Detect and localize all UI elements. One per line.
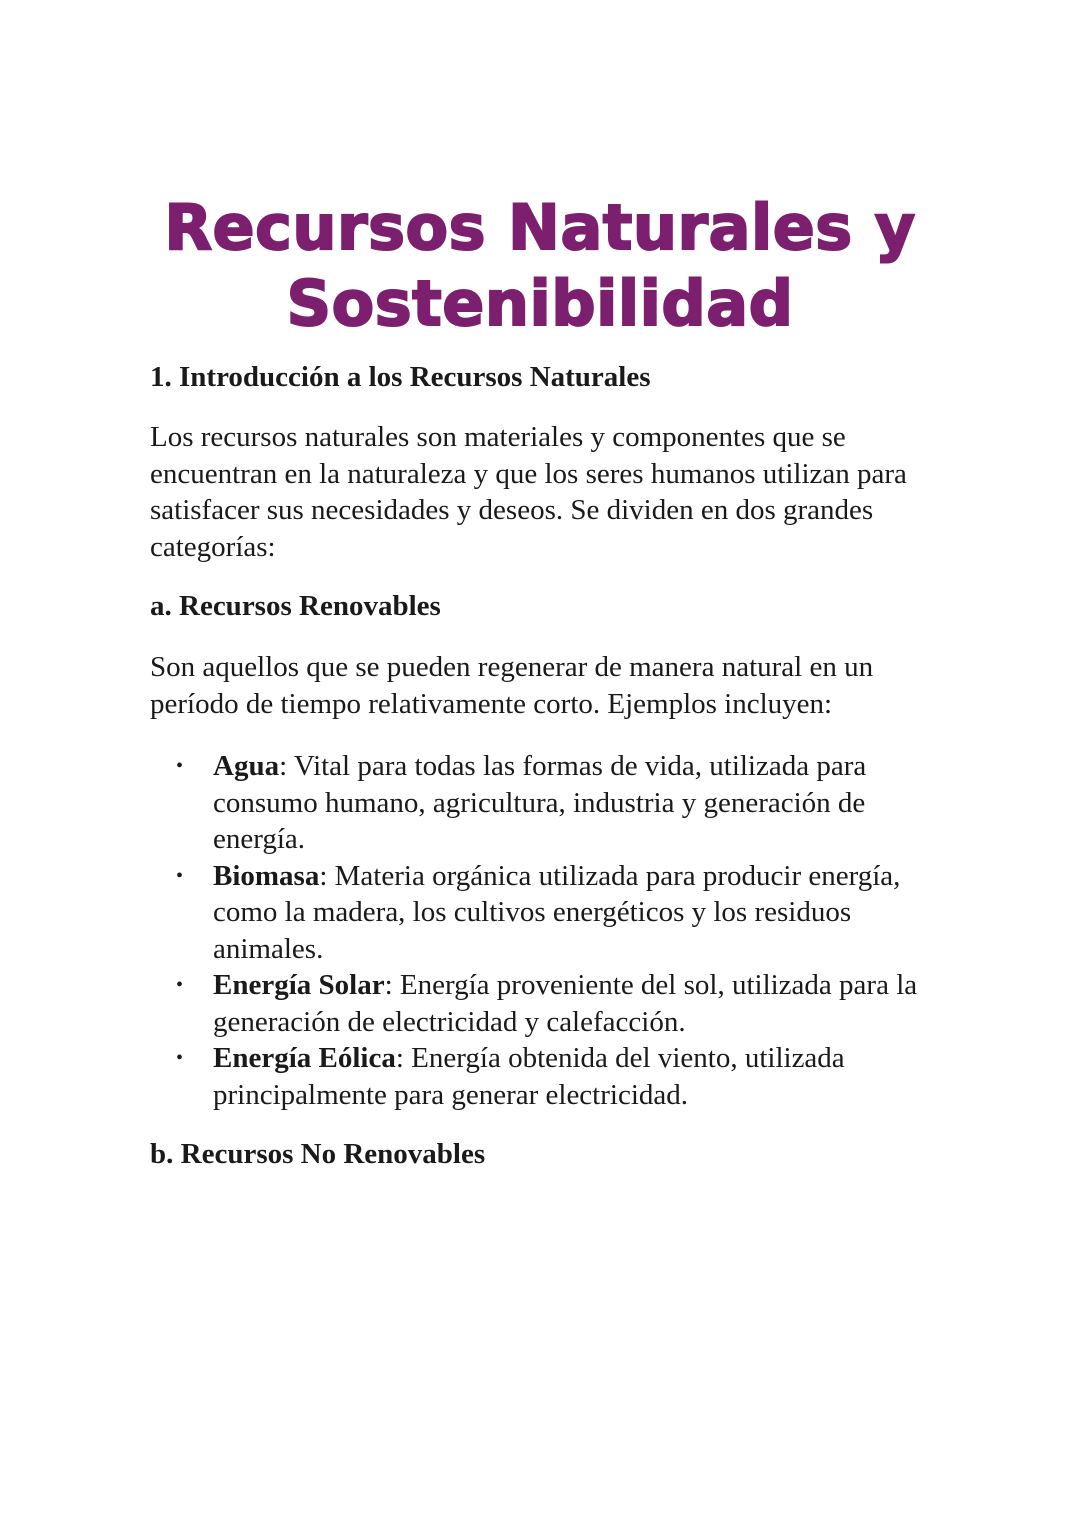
list-item-description: : Energía proveniente del sol, utilizada para la generación de electricidad y calefacción. bbox=[213, 969, 918, 1038]
document-title bbox=[0, 190, 1080, 342]
bullet-icon: • bbox=[176, 1047, 184, 1069]
title-line-1: Recursos Naturales y bbox=[164, 191, 916, 264]
list-item-term: Agua bbox=[213, 750, 280, 782]
heading-recursos-renovables: a. Recursos Renovables bbox=[150, 590, 441, 622]
list-item-energia-eolica bbox=[176, 1040, 940, 1113]
title-line-2: Sostenibilidad bbox=[286, 267, 794, 340]
list-item-agua bbox=[176, 748, 940, 858]
list-item-energia-solar bbox=[176, 967, 940, 1040]
heading-introduccion: 1. Introducción a los Recursos Naturales bbox=[150, 361, 651, 393]
bullet-icon: • bbox=[176, 864, 184, 887]
bullet-icon: • bbox=[176, 974, 184, 996]
paragraph-recursos-renovables: Son aquellos que se pueden regenerar de manera natural en un período de tiempo relativamente corto. Ejemplos incluyen: bbox=[150, 651, 874, 720]
list-item-term: Biomasa bbox=[213, 859, 320, 892]
list-item-biomasa bbox=[176, 858, 940, 968]
heading-recursos-no-renovables: b. Recursos No Renovables bbox=[150, 1138, 486, 1170]
bullet-icon: • bbox=[176, 755, 184, 777]
renewable-resources-list bbox=[150, 748, 940, 1113]
list-item-term: Energía Solar bbox=[213, 969, 385, 1001]
list-item-description: : Energía obtenida del viento, utilizada principalmente para generar electricidad. bbox=[213, 1042, 845, 1111]
list-item-description: : Vital para todas las formas de vida, utilizada para consumo humano, agricultura, industria y generación de energía. bbox=[213, 750, 867, 855]
paragraph-introduccion: Los recursos naturales son materiales y componentes que se encuentran en la naturaleza y que los seres humanos utilizan para satisfacer sus necesidades y deseos. Se dividen en dos grandes categorías: bbox=[150, 421, 907, 563]
list-item-term: Energía Eólica bbox=[213, 1042, 396, 1074]
document-body bbox=[150, 358, 940, 1173]
list-item-description: : Materia orgánica utilizada para producir energía, como la madera, los cultivos energéticos y los residuos animales. bbox=[213, 859, 901, 965]
